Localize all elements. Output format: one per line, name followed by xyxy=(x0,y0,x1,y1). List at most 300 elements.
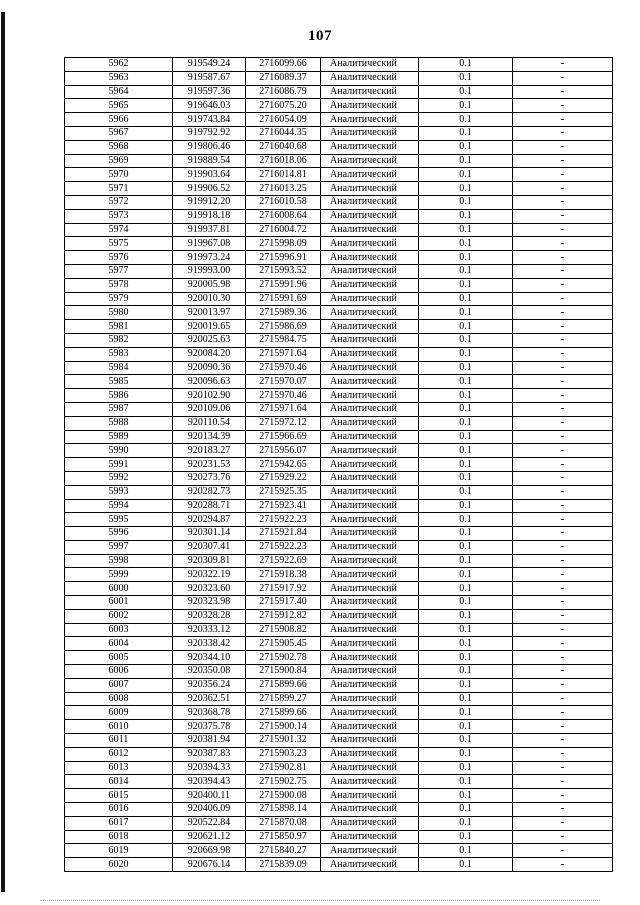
cell-method: Аналитический xyxy=(321,237,419,251)
cell-point: 5974 xyxy=(65,223,173,237)
cell-x: 919743.84 xyxy=(173,113,246,127)
cell-method: Аналитический xyxy=(321,264,419,278)
cell-y: 2715993.52 xyxy=(246,264,321,278)
cell-y: 2715991.96 xyxy=(246,278,321,292)
cell-accuracy: 0.1 xyxy=(419,416,513,430)
cell-y: 2715970.07 xyxy=(246,375,321,389)
cell-accuracy: 0.1 xyxy=(419,623,513,637)
cell-method: Аналитический xyxy=(321,182,419,196)
cell-y: 2715900.84 xyxy=(246,665,321,679)
table-row xyxy=(65,540,613,554)
cell-x: 920010.30 xyxy=(173,292,246,306)
cell-y: 2715898.14 xyxy=(246,803,321,817)
cell-method: Аналитический xyxy=(321,554,419,568)
cell-method: Аналитический xyxy=(321,830,419,844)
cell-note: - xyxy=(513,665,613,679)
cell-x: 920294.87 xyxy=(173,513,246,527)
cell-point: 5996 xyxy=(65,527,173,541)
cell-method: Аналитический xyxy=(321,458,419,472)
cell-method: Аналитический xyxy=(321,333,419,347)
cell-x: 920387.83 xyxy=(173,747,246,761)
cell-point: 5980 xyxy=(65,306,173,320)
cell-x: 920394.33 xyxy=(173,761,246,775)
cell-method: Аналитический xyxy=(321,126,419,140)
cell-method: Аналитический xyxy=(321,471,419,485)
cell-point: 5999 xyxy=(65,568,173,582)
cell-note: - xyxy=(513,168,613,182)
cell-x: 920338.42 xyxy=(173,637,246,651)
cell-x: 920400.11 xyxy=(173,789,246,803)
cell-point: 6012 xyxy=(65,747,173,761)
table-row xyxy=(65,458,613,472)
cell-point: 6006 xyxy=(65,665,173,679)
cell-accuracy: 0.1 xyxy=(419,154,513,168)
cell-x: 920110.54 xyxy=(173,416,246,430)
cell-accuracy: 0.1 xyxy=(419,361,513,375)
table-row xyxy=(65,706,613,720)
cell-method: Аналитический xyxy=(321,85,419,99)
cell-point: 6005 xyxy=(65,651,173,665)
cell-x: 919549.24 xyxy=(173,58,246,72)
table-row xyxy=(65,582,613,596)
cell-note: - xyxy=(513,292,613,306)
cell-point: 5971 xyxy=(65,182,173,196)
cell-x: 919993.00 xyxy=(173,264,246,278)
table-row xyxy=(65,747,613,761)
cell-method: Аналитический xyxy=(321,761,419,775)
table-row xyxy=(65,237,613,251)
cell-note: - xyxy=(513,678,613,692)
cell-note: - xyxy=(513,154,613,168)
cell-x: 919973.24 xyxy=(173,251,246,265)
cell-x: 920309.81 xyxy=(173,554,246,568)
cell-x: 920381.94 xyxy=(173,734,246,748)
cell-x: 920084.20 xyxy=(173,347,246,361)
cell-method: Аналитический xyxy=(321,209,419,223)
cell-note: - xyxy=(513,761,613,775)
cell-note: - xyxy=(513,402,613,416)
left-margin-rule xyxy=(1,12,5,892)
table-row xyxy=(65,292,613,306)
cell-note: - xyxy=(513,706,613,720)
cell-method: Аналитический xyxy=(321,251,419,265)
cell-method: Аналитический xyxy=(321,692,419,706)
table-row xyxy=(65,651,613,665)
table-row xyxy=(65,140,613,154)
cell-point: 5987 xyxy=(65,402,173,416)
cell-note: - xyxy=(513,71,613,85)
cell-y: 2715921.84 xyxy=(246,527,321,541)
table-row xyxy=(65,816,613,830)
cell-y: 2716075.20 xyxy=(246,99,321,113)
cell-point: 6003 xyxy=(65,623,173,637)
cell-x: 919587.67 xyxy=(173,71,246,85)
cell-method: Аналитический xyxy=(321,734,419,748)
cell-x: 920005.98 xyxy=(173,278,246,292)
cell-accuracy: 0.1 xyxy=(419,444,513,458)
cell-note: - xyxy=(513,430,613,444)
cell-note: - xyxy=(513,692,613,706)
cell-y: 2715850.97 xyxy=(246,830,321,844)
table-row xyxy=(65,320,613,334)
cell-method: Аналитический xyxy=(321,789,419,803)
cell-x: 920362.51 xyxy=(173,692,246,706)
table-row xyxy=(65,347,613,361)
cell-point: 5989 xyxy=(65,430,173,444)
cell-point: 5965 xyxy=(65,99,173,113)
cell-accuracy: 0.1 xyxy=(419,195,513,209)
cell-x: 920025.63 xyxy=(173,333,246,347)
cell-accuracy: 0.1 xyxy=(419,651,513,665)
cell-point: 6010 xyxy=(65,720,173,734)
scan-footer-noise xyxy=(40,894,600,901)
coordinates-table xyxy=(64,57,613,872)
cell-x: 920356.24 xyxy=(173,678,246,692)
cell-point: 5991 xyxy=(65,458,173,472)
cell-y: 2716013.25 xyxy=(246,182,321,196)
cell-method: Аналитический xyxy=(321,706,419,720)
cell-y: 2715956.07 xyxy=(246,444,321,458)
cell-point: 5964 xyxy=(65,85,173,99)
cell-note: - xyxy=(513,858,613,872)
cell-point: 5994 xyxy=(65,499,173,513)
cell-method: Аналитический xyxy=(321,651,419,665)
cell-note: - xyxy=(513,209,613,223)
coordinates-table-body xyxy=(65,58,613,872)
cell-point: 6008 xyxy=(65,692,173,706)
cell-y: 2715942.65 xyxy=(246,458,321,472)
cell-point: 5977 xyxy=(65,264,173,278)
cell-accuracy: 0.1 xyxy=(419,499,513,513)
cell-note: - xyxy=(513,803,613,817)
cell-point: 6011 xyxy=(65,734,173,748)
cell-x: 919646.03 xyxy=(173,99,246,113)
table-row xyxy=(65,761,613,775)
cell-note: - xyxy=(513,458,613,472)
cell-x: 920522.84 xyxy=(173,816,246,830)
cell-x: 919792.92 xyxy=(173,126,246,140)
cell-x: 920350.08 xyxy=(173,665,246,679)
cell-point: 5967 xyxy=(65,126,173,140)
cell-y: 2715901.32 xyxy=(246,734,321,748)
cell-y: 2715903.23 xyxy=(246,747,321,761)
table-row xyxy=(65,471,613,485)
cell-x: 920102.90 xyxy=(173,389,246,403)
cell-y: 2715908.82 xyxy=(246,623,321,637)
table-row xyxy=(65,596,613,610)
cell-note: - xyxy=(513,140,613,154)
cell-accuracy: 0.1 xyxy=(419,113,513,127)
cell-method: Аналитический xyxy=(321,223,419,237)
cell-accuracy: 0.1 xyxy=(419,734,513,748)
cell-method: Аналитический xyxy=(321,568,419,582)
table-row xyxy=(65,113,613,127)
cell-note: - xyxy=(513,85,613,99)
cell-method: Аналитический xyxy=(321,320,419,334)
cell-y: 2715971.64 xyxy=(246,347,321,361)
cell-note: - xyxy=(513,844,613,858)
cell-method: Аналитический xyxy=(321,306,419,320)
cell-y: 2715902.75 xyxy=(246,775,321,789)
table-row xyxy=(65,195,613,209)
cell-accuracy: 0.1 xyxy=(419,540,513,554)
cell-point: 5970 xyxy=(65,168,173,182)
cell-x: 920333.12 xyxy=(173,623,246,637)
cell-accuracy: 0.1 xyxy=(419,85,513,99)
table-row xyxy=(65,278,613,292)
cell-note: - xyxy=(513,596,613,610)
cell-point: 6007 xyxy=(65,678,173,692)
cell-accuracy: 0.1 xyxy=(419,99,513,113)
cell-y: 2715902.81 xyxy=(246,761,321,775)
table-row xyxy=(65,734,613,748)
cell-point: 5972 xyxy=(65,195,173,209)
cell-note: - xyxy=(513,320,613,334)
table-row xyxy=(65,444,613,458)
cell-accuracy: 0.1 xyxy=(419,71,513,85)
table-row xyxy=(65,85,613,99)
cell-note: - xyxy=(513,278,613,292)
cell-note: - xyxy=(513,637,613,651)
cell-method: Аналитический xyxy=(321,678,419,692)
cell-x: 919597.36 xyxy=(173,85,246,99)
cell-accuracy: 0.1 xyxy=(419,292,513,306)
cell-y: 2715899.66 xyxy=(246,706,321,720)
cell-x: 919912.20 xyxy=(173,195,246,209)
cell-y: 2715899.66 xyxy=(246,678,321,692)
cell-point: 5982 xyxy=(65,333,173,347)
cell-method: Аналитический xyxy=(321,195,419,209)
table-row xyxy=(65,609,613,623)
cell-point: 5978 xyxy=(65,278,173,292)
cell-point: 6004 xyxy=(65,637,173,651)
cell-accuracy: 0.1 xyxy=(419,140,513,154)
cell-method: Аналитический xyxy=(321,416,419,430)
cell-y: 2715899.27 xyxy=(246,692,321,706)
cell-point: 5998 xyxy=(65,554,173,568)
cell-note: - xyxy=(513,789,613,803)
cell-accuracy: 0.1 xyxy=(419,126,513,140)
cell-accuracy: 0.1 xyxy=(419,320,513,334)
cell-note: - xyxy=(513,389,613,403)
cell-method: Аналитический xyxy=(321,596,419,610)
cell-x: 920323.98 xyxy=(173,596,246,610)
cell-point: 6019 xyxy=(65,844,173,858)
cell-note: - xyxy=(513,306,613,320)
cell-point: 5969 xyxy=(65,154,173,168)
cell-method: Аналитический xyxy=(321,623,419,637)
cell-method: Аналитический xyxy=(321,858,419,872)
cell-method: Аналитический xyxy=(321,527,419,541)
cell-point: 5986 xyxy=(65,389,173,403)
cell-point: 5975 xyxy=(65,237,173,251)
cell-accuracy: 0.1 xyxy=(419,389,513,403)
cell-method: Аналитический xyxy=(321,278,419,292)
table-row xyxy=(65,71,613,85)
cell-point: 5979 xyxy=(65,292,173,306)
cell-accuracy: 0.1 xyxy=(419,609,513,623)
cell-y: 2715917.92 xyxy=(246,582,321,596)
cell-accuracy: 0.1 xyxy=(419,485,513,499)
cell-accuracy: 0.1 xyxy=(419,182,513,196)
cell-point: 5997 xyxy=(65,540,173,554)
cell-accuracy: 0.1 xyxy=(419,58,513,72)
cell-accuracy: 0.1 xyxy=(419,168,513,182)
cell-y: 2715900.08 xyxy=(246,789,321,803)
cell-y: 2715986.69 xyxy=(246,320,321,334)
cell-method: Аналитический xyxy=(321,99,419,113)
cell-y: 2715970.46 xyxy=(246,389,321,403)
table-row xyxy=(65,375,613,389)
cell-x: 919967.08 xyxy=(173,237,246,251)
cell-method: Аналитический xyxy=(321,513,419,527)
cell-note: - xyxy=(513,747,613,761)
cell-y: 2715922.23 xyxy=(246,513,321,527)
cell-x: 920323.60 xyxy=(173,582,246,596)
cell-note: - xyxy=(513,182,613,196)
table-row xyxy=(65,361,613,375)
cell-note: - xyxy=(513,347,613,361)
cell-method: Аналитический xyxy=(321,747,419,761)
cell-point: 5966 xyxy=(65,113,173,127)
cell-point: 6000 xyxy=(65,582,173,596)
table-row xyxy=(65,499,613,513)
cell-y: 2715912.82 xyxy=(246,609,321,623)
cell-y: 2716099.66 xyxy=(246,58,321,72)
cell-point: 5963 xyxy=(65,71,173,85)
table-row xyxy=(65,223,613,237)
cell-accuracy: 0.1 xyxy=(419,527,513,541)
cell-method: Аналитический xyxy=(321,609,419,623)
table-row xyxy=(65,803,613,817)
cell-note: - xyxy=(513,126,613,140)
table-row xyxy=(65,389,613,403)
cell-y: 2715984.75 xyxy=(246,333,321,347)
cell-note: - xyxy=(513,444,613,458)
cell-point: 6013 xyxy=(65,761,173,775)
cell-point: 5968 xyxy=(65,140,173,154)
table-row xyxy=(65,126,613,140)
cell-accuracy: 0.1 xyxy=(419,830,513,844)
cell-point: 5985 xyxy=(65,375,173,389)
cell-y: 2716018.06 xyxy=(246,154,321,168)
cell-x: 920375.78 xyxy=(173,720,246,734)
cell-method: Аналитический xyxy=(321,402,419,416)
cell-y: 2715923.41 xyxy=(246,499,321,513)
cell-method: Аналитический xyxy=(321,665,419,679)
cell-note: - xyxy=(513,471,613,485)
cell-accuracy: 0.1 xyxy=(419,278,513,292)
cell-note: - xyxy=(513,816,613,830)
cell-y: 2715991.69 xyxy=(246,292,321,306)
cell-point: 6018 xyxy=(65,830,173,844)
cell-x: 920406.09 xyxy=(173,803,246,817)
cell-note: - xyxy=(513,58,613,72)
table-row xyxy=(65,306,613,320)
cell-note: - xyxy=(513,251,613,265)
cell-accuracy: 0.1 xyxy=(419,596,513,610)
cell-method: Аналитический xyxy=(321,582,419,596)
table-row xyxy=(65,720,613,734)
cell-x: 920301.14 xyxy=(173,527,246,541)
table-row xyxy=(65,858,613,872)
cell-note: - xyxy=(513,623,613,637)
cell-x: 920368.78 xyxy=(173,706,246,720)
cell-accuracy: 0.1 xyxy=(419,761,513,775)
table-row xyxy=(65,485,613,499)
cell-x: 920344.10 xyxy=(173,651,246,665)
cell-note: - xyxy=(513,416,613,430)
cell-x: 920288.71 xyxy=(173,499,246,513)
cell-x: 920090.36 xyxy=(173,361,246,375)
table-row xyxy=(65,154,613,168)
cell-note: - xyxy=(513,830,613,844)
table-row xyxy=(65,58,613,72)
table-row xyxy=(65,168,613,182)
cell-note: - xyxy=(513,195,613,209)
cell-note: - xyxy=(513,609,613,623)
cell-note: - xyxy=(513,775,613,789)
cell-y: 2715971.64 xyxy=(246,402,321,416)
cell-point: 5981 xyxy=(65,320,173,334)
cell-y: 2716010.58 xyxy=(246,195,321,209)
cell-y: 2715870.08 xyxy=(246,816,321,830)
cell-accuracy: 0.1 xyxy=(419,333,513,347)
cell-note: - xyxy=(513,237,613,251)
cell-y: 2716004.72 xyxy=(246,223,321,237)
table-row xyxy=(65,692,613,706)
cell-x: 920621.12 xyxy=(173,830,246,844)
cell-x: 920307.41 xyxy=(173,540,246,554)
table-row xyxy=(65,209,613,223)
cell-method: Аналитический xyxy=(321,637,419,651)
cell-x: 920019.65 xyxy=(173,320,246,334)
cell-method: Аналитический xyxy=(321,720,419,734)
cell-note: - xyxy=(513,540,613,554)
cell-y: 2715900.14 xyxy=(246,720,321,734)
table-row xyxy=(65,775,613,789)
cell-x: 920109.06 xyxy=(173,402,246,416)
cell-accuracy: 0.1 xyxy=(419,789,513,803)
cell-point: 5973 xyxy=(65,209,173,223)
cell-note: - xyxy=(513,333,613,347)
cell-method: Аналитический xyxy=(321,389,419,403)
table-row xyxy=(65,554,613,568)
cell-point: 6014 xyxy=(65,775,173,789)
cell-note: - xyxy=(513,375,613,389)
cell-point: 6017 xyxy=(65,816,173,830)
table-row xyxy=(65,830,613,844)
table-row xyxy=(65,844,613,858)
table-row xyxy=(65,789,613,803)
cell-x: 920013.97 xyxy=(173,306,246,320)
cell-x: 920394.43 xyxy=(173,775,246,789)
table-row xyxy=(65,637,613,651)
cell-x: 920676.14 xyxy=(173,858,246,872)
cell-point: 5988 xyxy=(65,416,173,430)
table-row xyxy=(65,251,613,265)
cell-y: 2716014.81 xyxy=(246,168,321,182)
cell-accuracy: 0.1 xyxy=(419,554,513,568)
cell-y: 2715905.45 xyxy=(246,637,321,651)
table-row xyxy=(65,430,613,444)
cell-accuracy: 0.1 xyxy=(419,858,513,872)
cell-x: 919906.52 xyxy=(173,182,246,196)
table-row xyxy=(65,182,613,196)
cell-accuracy: 0.1 xyxy=(419,251,513,265)
cell-accuracy: 0.1 xyxy=(419,430,513,444)
cell-x: 919918.18 xyxy=(173,209,246,223)
